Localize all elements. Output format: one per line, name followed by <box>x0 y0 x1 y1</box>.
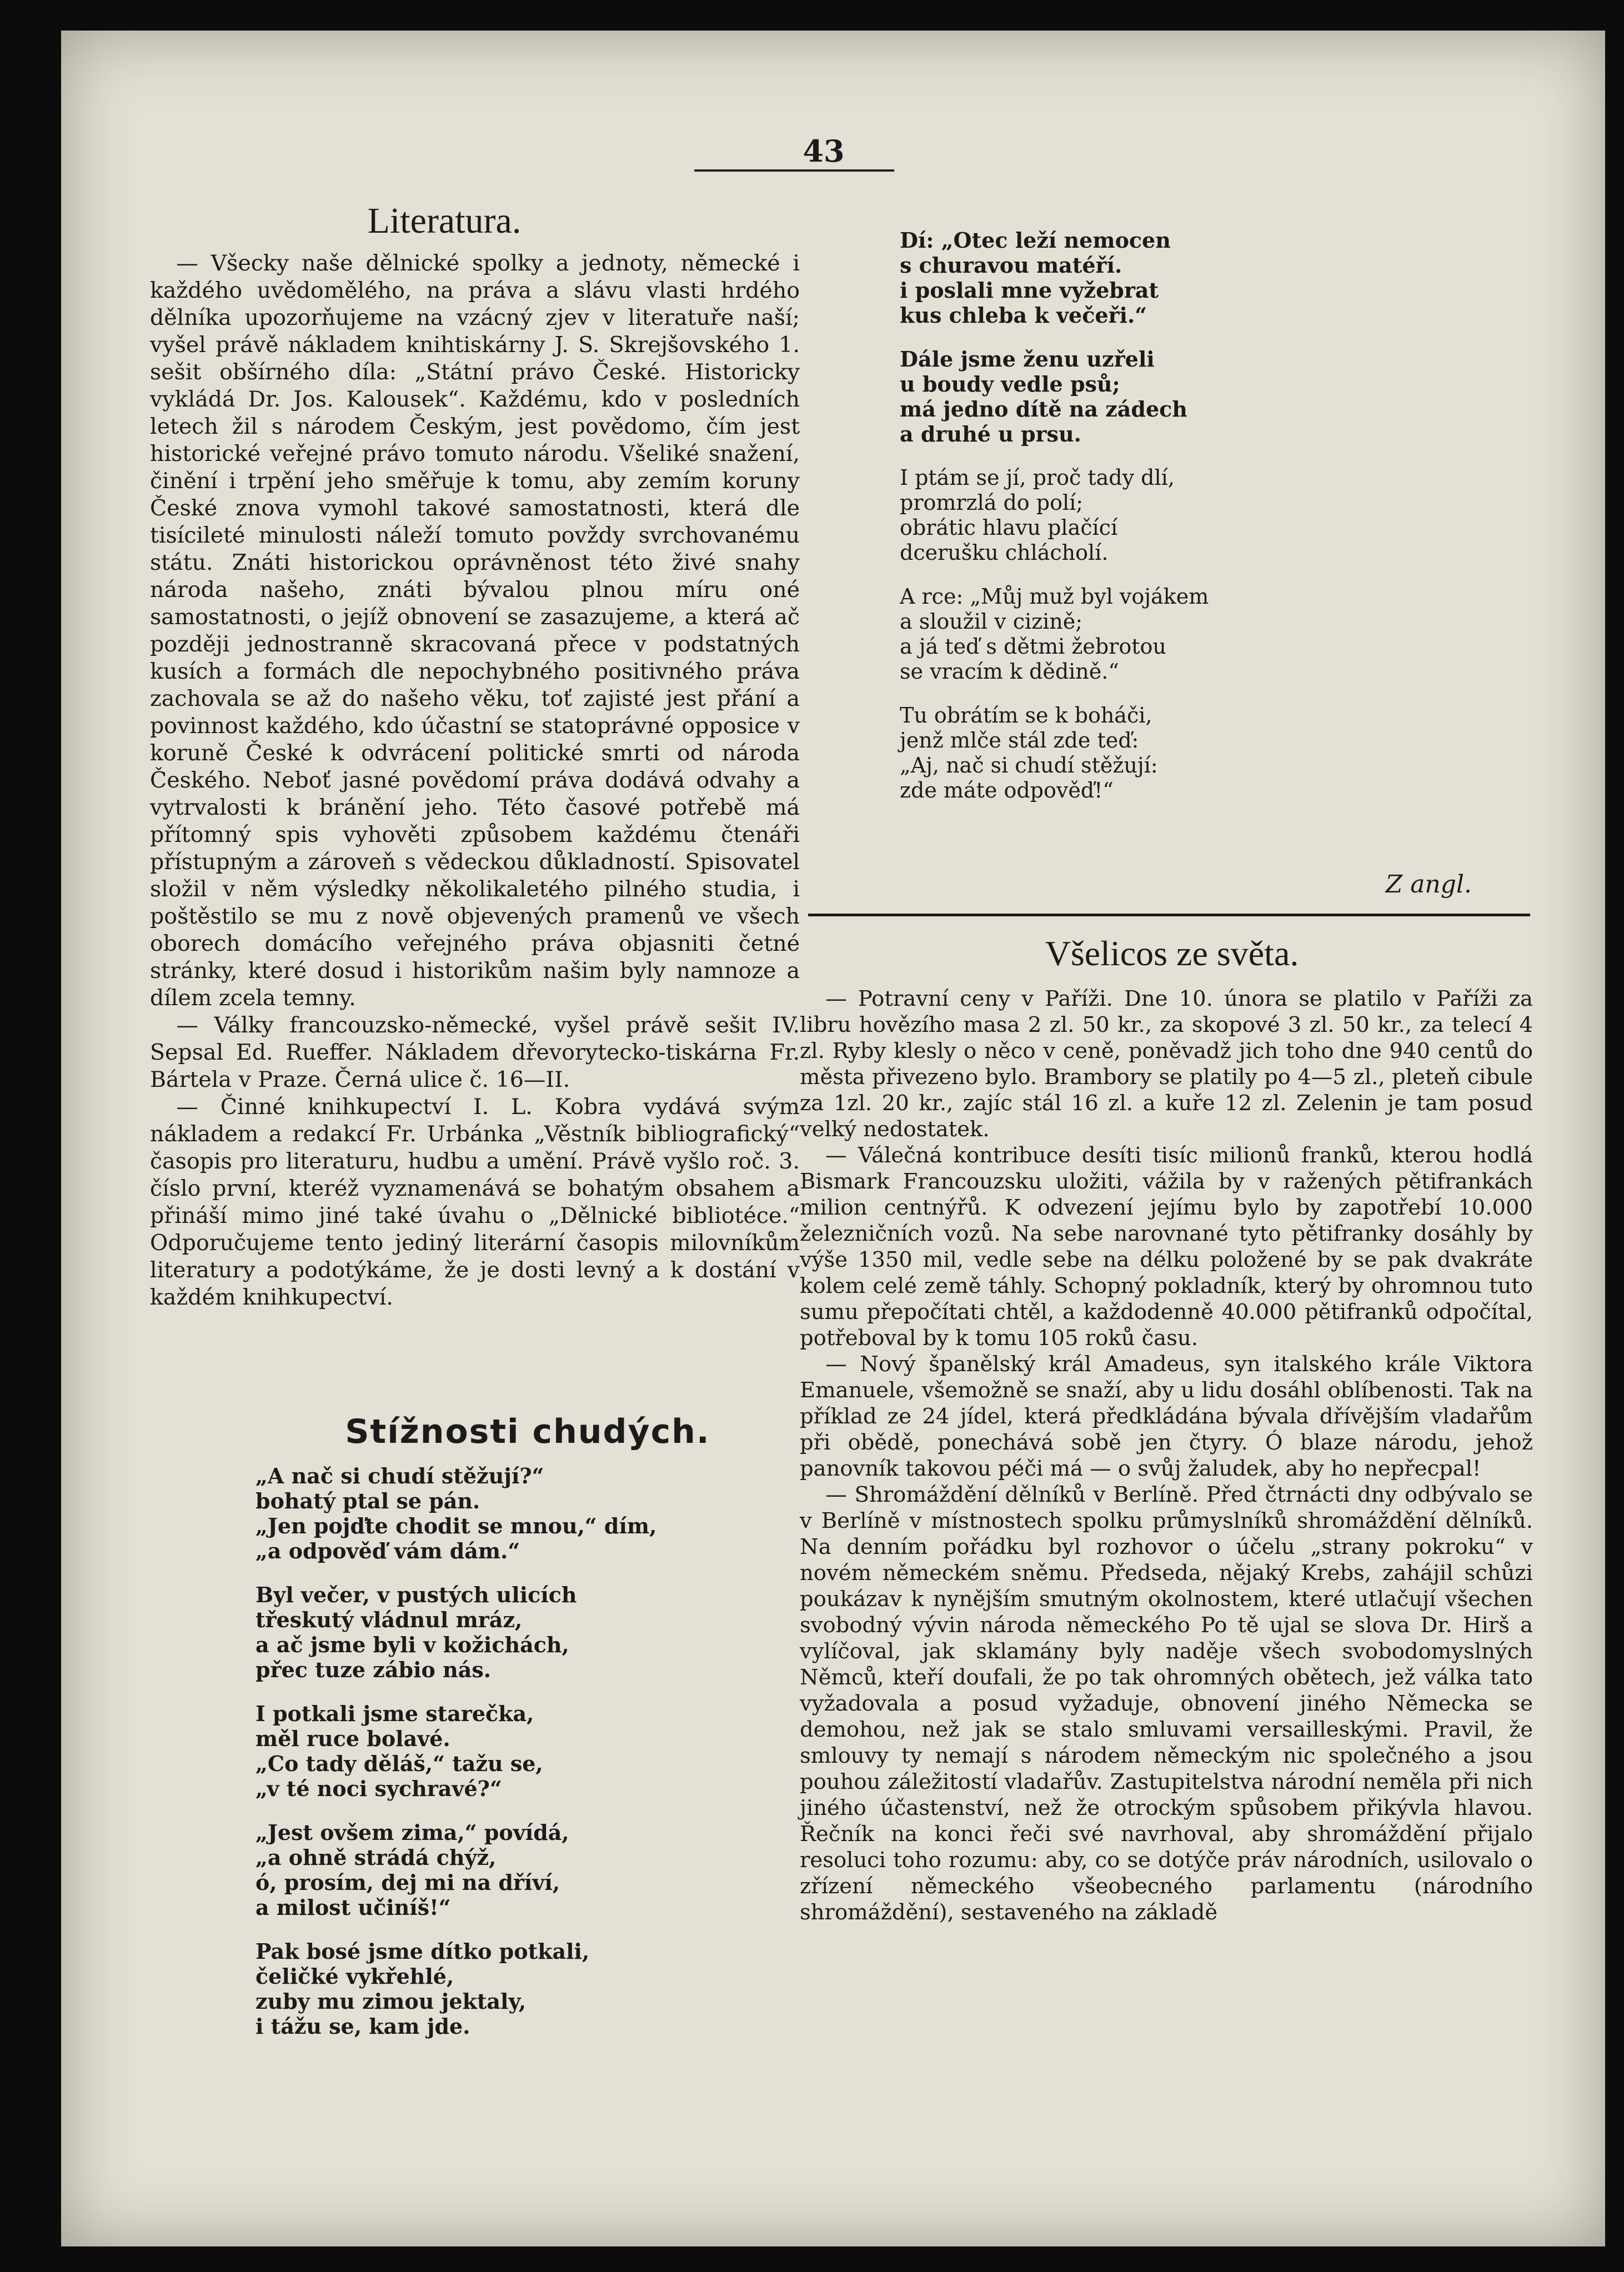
poem-stanza: Pak bosé jsme dítko potkali, čeličké vykřehlé, zuby mu zimou jektaly, i tážu se, kam jde. <box>255 1939 590 2039</box>
poem-stanza: „Jest ovšem zima,“ povídá, „a ohně strádá chýž, ó, prosím, dej mi na dříví, a milost učiníš!“ <box>255 1820 569 1920</box>
page-number: 43 <box>803 133 845 169</box>
velicos-paragraph-2: — Válečná kontribuce desíti tisíc milionů franků, kterou hodlá Bismark Francouzsku uložiti, vážila by v ražených pětifrankách milion centnýřů. K odvezení jejímu bylo by zapotřebí 10.000 železničních vozů. Na sebe narovnané tyto pětifranky dosáhly by výše 1350 mil, vedle sebe na délku položené by se pak dvakráte kolem celé země táhly. Schopný pokladník, který by ohromnou tuto sumu přepočítati chtěl, a každodenně 40.000 pětifranků odpočítal, potřeboval by k tomu 105 roků času. <box>800 1143 1533 1351</box>
velicos-title: Všelicos ze světa. <box>1045 934 1299 973</box>
page-number-rule <box>694 169 894 172</box>
literatura-paragraph-1: — Všecky naše dělnické spolky a jednoty, německé i každého uvědomělého, na práva a slávu vlasti hrdého dělníka upozorňujeme na vzácný zjev v literatuře naší; vyšel právě nákladem knihtiskárny J. S. Skrejšovského 1. sešit obšírného díla: „Státní právo České. Historicky vykládá Dr. Jos. Kalousek“. Každému, kdo v posledních letech žil s národem Českým, jest povědomo, čím jest historické veřejné právo tomuto národu. Všeliké snažení, činění i trpění jeho směřuje k tomu, aby zemím koruny České znova vymohl takové samostatnosti, která dle tisícileté minulosti náleží tomuto povždy svrchovanému státu. Znáti historickou oprávněnost této živé snahy národa našeho, znáti bývalou plnou míru oné samostatnosti, o jejíž obnovení se zasazujeme, a která ač později jednostranně skracovaná přece v podstatných kusích a formách dle nepochybného positivného práva zachovala se až do našeho věku, toť zajisté jest přání a povinnost každého, kdo účastní se statoprávné opposice v koruně České k odvrácení politické smrti od národa Českého. Neboť jasné povědomí práva dodává odvahy a vytrvalosti k bránění jeho. Této časové potřebě má přítomný spis vyhověti způsobem každému čtenáři přístupným a zároveň s vědeckou důkladností. Spisovatel složil v něm výsledky několikaletého pilného studia, i poštěstilo se mu z nově objevených pramenů ve všech oborech domácího veřejného práva objasniti četné stránky, které dosud i historikům našim byly namnoze a dílem zcela temny. <box>150 250 800 1011</box>
newspaper-page <box>61 31 1605 2246</box>
poem-stanza: I potkali jsme starečka, měl ruce bolavé. „Co tady děláš,“ tažu se, „v té noci sychravé?“ <box>255 1701 543 1801</box>
stiznosti-title: Stížnosti chudých. <box>345 1412 710 1451</box>
poem-stanza: I ptám se jí, proč tady dlí, promrzlá do polí; obrátic hlavu plačící dcerušku chlácholí. <box>900 465 1175 565</box>
velicos-paragraph-1: — Potravní ceny v Paříži. Dne 10. února se platilo v Paříži za libru hovězího masa 2 zl. 50 kr., za skopové 3 zl. 50 kr., za telecí 4 zl. Ryby klesly o něco v ceně, poněvadž jich toho dne 940 centů do města přivezeno bylo. Brambory se platily po 4—5 zl., pleteň cibule za 1zl. 20 kr., zajíc stál 16 zl. a kuře 12 zl. Zelenin je tam posud velký nedostatek. <box>800 986 1533 1142</box>
velicos-paragraph-4: — Shromáždění dělníků v Berlíně. Před čtrnácti dny odbývalo se v Berlíně v místnostech spolku průmyslníků shromáždění dělníků. Na denním pořádku byl rozhovor o účelu „strany pokroku“ v novém německém sněmu. Předseda, nějaký Krebs, zahájil schůzi poukázav k nynějším smutným okolnostem, které utlačují všechen svobodný vývin národa německého Po tě ujal se slova Dr. Hirš a vylíčoval, jak sklamány byly naděje všech svobodomyslných Němců, kteří doufali, že po tak ohromných obětech, jež válka tato vyžadovala a posud vyžaduje, obnovení jiného Německa se demohou, než jak se stalo smluvami versailleskými. Pravil, že smlouvy ty nemají s národem německým nic společného a jsou pouhou záležitostí vladařův. Zastupitelstva národní neměla při nich jiného účastenství, než že otrockým spůsobem přikývla hlavou. Řečník na konci řeči své navrhoval, aby shromáždění přijalo resoluci toho rozumu: aby, co se dotýče práv národních, usilovalo o zřízení německého všeobecného parlamentu (národního shromáždění), sestaveného na základě <box>800 1482 1533 1925</box>
poem-stanza: Dále jsme ženu uzřeli u boudy vedle psů; má jedno dítě na zádech a druhé u prsu. <box>900 347 1187 447</box>
literatura-paragraph-3: — Činné knihkupectví I. L. Kobra vydává svým nákladem a redakcí Fr. Urbánka „Věstník bibliografický“ časopis pro literaturu, hudbu a umění. Právě vyšlo roč. 3. číslo první, kteréž vyznamenává se bohatým obsahem a přináší mimo jiné také úvahu o „Dělnické bibliotéce.“ Odporučujeme tento jediný literární časopis milovníkům literatury a podotýkáme, že je dosti levný a k dostání v každém knihkupectví. <box>150 1094 800 1310</box>
poem-attribution: Z angl. <box>1385 870 1472 899</box>
poem-right <box>900 228 1511 822</box>
literatura-title: Literatura. <box>367 200 522 241</box>
section-divider <box>808 914 1530 916</box>
velicos-section <box>800 986 1533 1925</box>
velicos-paragraph-3: — Nový španělský král Amadeus, syn italského krále Viktora Emanuele, všemožně se snaží, aby u lidu dosáhl oblíbenosti. Tak na příklad ze 24 jídel, která předkládána bývala dřívějším vladařům při obědě, ponechává sobě jen čtyry. Ó blaze národu, jehož panovník takovou péči má — o svůj žaludek, aby ho nepřecpal! <box>800 1352 1533 1481</box>
literatura-paragraph-2: — Války francouzsko-německé, vyšel právě sešit IV. Sepsal Ed. Rueffer. Nákladem dřevorytecko-tiskárna Fr. Bártela v Praze. Černá ulice č. 16—II. <box>150 1012 800 1092</box>
poem-stanza: A rce: „Můj muž byl vojákem a sloužil v cizině; a já teď s dětmi žebrotou se vracím k dědině.“ <box>900 584 1209 684</box>
poem-left <box>255 1463 755 2058</box>
poem-stanza: „A nač si chudí stěžují?“ bohatý ptal se pán. „Jen pojďte chodit se mnou,“ dím, „a odpověď vám dám.“ <box>255 1463 657 1563</box>
poem-stanza: Byl večer, v pustých ulicích třeskutý vládnul mráz, a ač jsme byli v kožichách, přec tuze zábio nás. <box>255 1582 577 1682</box>
literatura-section <box>150 250 800 1311</box>
poem-stanza: Dí: „Otec leží nemocen s churavou matéří. i poslali mne vyžebrat kus chleba k večeři.“ <box>900 228 1171 328</box>
poem-stanza: Tu obrátím se k boháči, jenž mlče stál zde teď: „Aj, nač si chudí stěžují: zde máte odpověď!“ <box>900 703 1158 803</box>
